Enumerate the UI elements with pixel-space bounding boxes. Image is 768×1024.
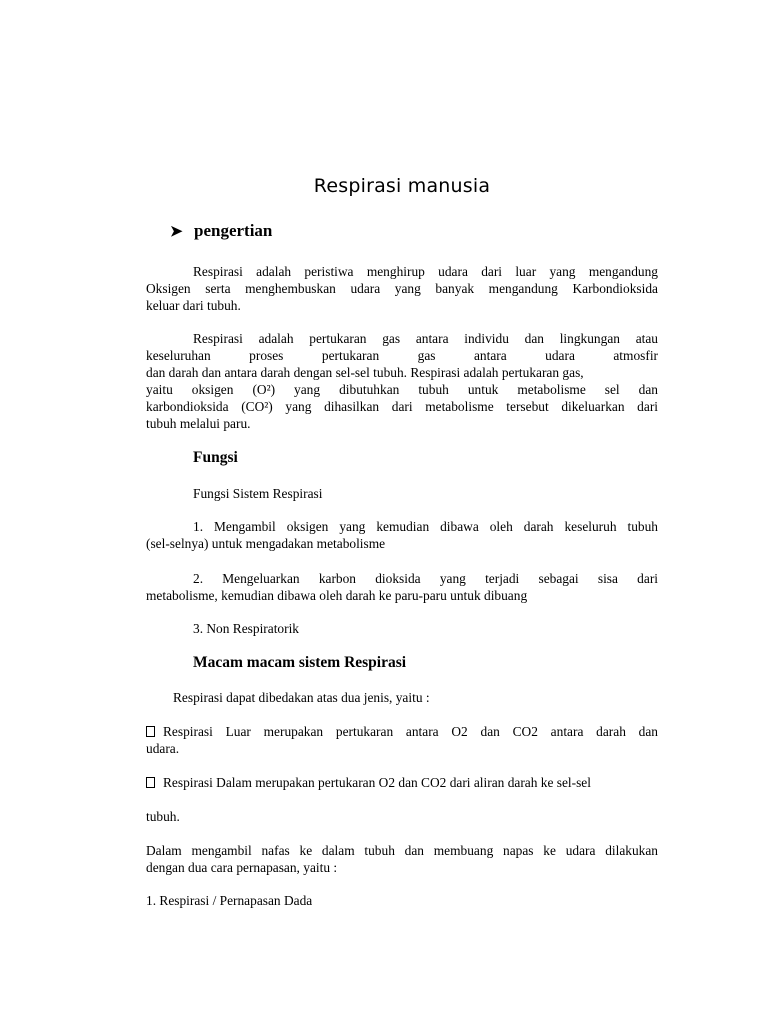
text-line: Dalam mengambil nafas ke dalam tubuh dan membuang napas ke udara dilakukan bbox=[146, 843, 658, 858]
paragraph-pernapasan bbox=[146, 842, 658, 876]
subheading-fungsi-sistem: Fungsi Sistem Respirasi bbox=[193, 486, 323, 501]
text-line: udara. bbox=[146, 741, 180, 756]
page-title: Respirasi manusia bbox=[313, 175, 491, 197]
document-page bbox=[146, 0, 658, 1024]
square-bullet-icon bbox=[146, 777, 155, 788]
bullet-text: Respirasi Dalam merupakan pertukaran O2 dan CO2 dari aliran darah ke sel-sel bbox=[163, 775, 591, 790]
text-line: Oksigen serta menghembuskan udara yang banyak mengandung Karbondioksida bbox=[146, 281, 658, 296]
bullet-text: Respirasi Luar merupakan pertukaran antara O2 dan CO2 antara darah dan bbox=[163, 724, 658, 739]
section-heading-pengertian bbox=[170, 221, 272, 241]
list-item-1 bbox=[146, 518, 658, 552]
text-line: Respirasi adalah peristiwa menghirup udara dari luar yang mengandung bbox=[193, 264, 658, 279]
section-heading-label: pengertian bbox=[194, 221, 273, 240]
section-heading-macam: Macam macam sistem Respirasi bbox=[193, 654, 407, 671]
section-heading-fungsi: Fungsi bbox=[193, 449, 238, 466]
text-line: tubuh melalui paru. bbox=[146, 416, 251, 431]
text-line: keluar dari tubuh. bbox=[146, 298, 241, 313]
text-line: metabolisme, kemudian dibawa oleh darah ke paru-paru untuk dibuang bbox=[146, 588, 528, 603]
text-line: (sel-selnya) untuk mengadakan metabolisme bbox=[146, 536, 386, 551]
text-line bbox=[146, 774, 658, 791]
arrow-bullet-icon: ➤ bbox=[170, 223, 183, 240]
paragraph-definition-1 bbox=[146, 263, 658, 314]
bullet-continuation: tubuh. bbox=[146, 809, 180, 824]
text-line: karbondioksida (CO²) yang dihasilkan dari metabolisme tersebut dikeluarkan dari bbox=[146, 399, 658, 414]
text-line: keseluruhan proses pertukaran gas antara udara atmosfir bbox=[146, 348, 658, 363]
square-bullet-icon bbox=[146, 726, 155, 737]
text-line: dan darah dan antara darah dengan sel-sel tubuh. Respirasi adalah pertukaran gas, bbox=[146, 365, 584, 380]
text-line: 2. Mengeluarkan karbon dioksida yang terjadi sebagai sisa dari bbox=[193, 571, 658, 586]
list-item-pernapasan-dada: 1. Respirasi / Pernapasan Dada bbox=[146, 893, 313, 908]
bullet-respirasi-dalam bbox=[146, 774, 658, 791]
intro-text: Respirasi dapat dibedakan atas dua jenis, yaitu : bbox=[173, 690, 430, 705]
text-line bbox=[146, 723, 658, 740]
list-item-2 bbox=[146, 570, 658, 604]
text-line: Respirasi adalah pertukaran gas antara individu dan lingkungan atau bbox=[193, 331, 658, 346]
bullet-respirasi-luar bbox=[146, 723, 658, 757]
text-line: yaitu oksigen (O²) yang dibutuhkan tubuh untuk metabolisme sel dan bbox=[146, 382, 658, 397]
text-line: 1. Mengambil oksigen yang kemudian dibawa oleh darah keseluruh tubuh bbox=[193, 519, 658, 534]
paragraph-definition-2 bbox=[146, 330, 658, 432]
text-line: dengan dua cara pernapasan, yaitu : bbox=[146, 860, 338, 875]
list-item-3: 3. Non Respiratorik bbox=[193, 621, 299, 636]
